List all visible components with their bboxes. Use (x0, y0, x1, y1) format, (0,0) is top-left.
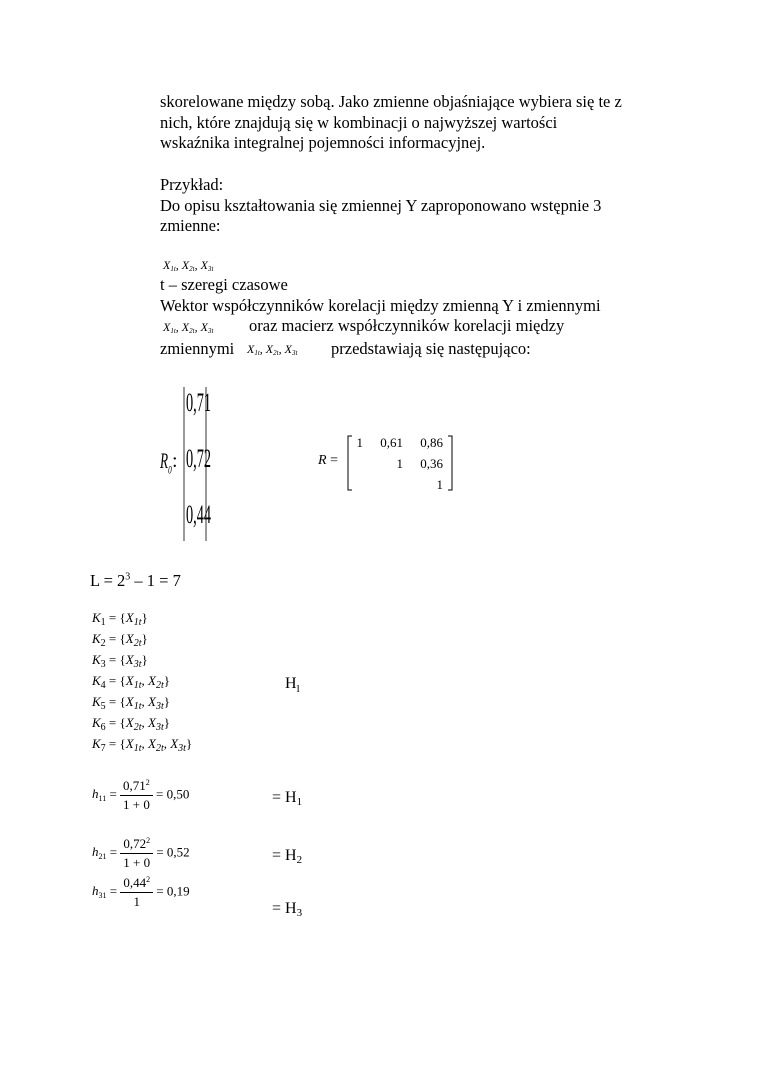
matrix-intro2: zmiennymi (160, 339, 235, 358)
r-matrix (344, 432, 448, 495)
combination: $K_2 = \{X_{2t}\}$ (92, 631, 148, 649)
h-calc: $h_{31}$ = $\frac{0,44^2}{1}$ = 0,19 (92, 875, 190, 909)
matrix-cell (368, 474, 408, 495)
intro-line: skorelowane między sobą. Jako zmienne objaśniające wybiera się te z (160, 92, 622, 111)
matrix-row (344, 432, 448, 453)
matrix-cell: 0,36 (420, 455, 443, 471)
example-heading: Przykład: (160, 175, 224, 194)
matrix-cell: 1 (436, 476, 443, 492)
matrix-row (344, 474, 448, 495)
side-h-label: $H_l$ (285, 675, 300, 696)
matrix-row (344, 453, 448, 474)
l-formula: $L = 2^3 - 1 = 7$ (90, 571, 181, 590)
matrix-outro: przedstawiają się następująco: (331, 339, 531, 358)
h-calc: $h_{11}$ = $\frac{0,71^2}{1 + 0}$ = 0,50 (92, 778, 190, 812)
matrix-cell: 0,86 (420, 434, 443, 450)
matrix-cell: 0,61 (380, 434, 403, 450)
combination: $K_3 = \{X_{3t}\}$ (92, 652, 148, 670)
h-equals: = $H_1$ (272, 789, 303, 808)
intro-line: wskaźnika integralnej pojemności informacyjnej. (160, 133, 486, 152)
r0-value: 0,44 (186, 500, 212, 529)
variable-list: $X_{1t}$, $X_{2t}$, $X_{3t}$ (163, 258, 214, 273)
intro-line: nich, które znajdują się w kombinacji o najwyższej wartości (160, 112, 558, 132)
combination: $K_6 = \{X_{2t}$, $X_{3t}$} (92, 715, 170, 733)
combination: $K_5 = \{X_{1t}$, $X_{3t}$} (92, 694, 170, 712)
matrix-cell (344, 453, 368, 474)
intro-paragraph (160, 92, 680, 154)
h-equals: = $H_2$ (272, 847, 303, 866)
matrix-cell: 1 (396, 455, 403, 471)
matrix-cell (344, 474, 368, 495)
r0-label: $R_0$ (160, 448, 172, 477)
vector-line: Wektor współczynników korelacji między zmienną Y i zmiennymi (160, 295, 601, 315)
variable-list: $X_{1t}$, $X_{2t}$, $X_{3t}$ (163, 320, 214, 335)
combination: $K_7 = \{X_{1t}$, $X_{2t}$, $X_{3t}$} (92, 736, 193, 754)
matrix-intro: oraz macierz współczynników korelacji między (249, 316, 565, 335)
example-line: zmienne: (160, 216, 221, 235)
example-line: Do opisu kształtowania się zmiennej Y zaproponowano wstępnie 3 (160, 195, 602, 215)
r-matrix-label: R = (318, 453, 338, 468)
r0-value: 0,72 (186, 444, 212, 473)
series-note: t – szeregi czasowe (160, 275, 288, 294)
notes-block (160, 275, 680, 316)
example-block (160, 175, 680, 237)
variable-list: $X_{1t}$, $X_{2t}$, $X_{3t}$ (247, 342, 298, 357)
r0-value: 0,71 (186, 388, 212, 417)
h-calc: $h_{21}$ = $\frac{0,72^2}{1 + 0}$ = 0,52 (92, 836, 190, 870)
combination: $K_4 = \{X_{1t}$, $X_{2t}$} (92, 673, 170, 691)
r0-colon: : (172, 450, 178, 472)
combination: $K_1 = \{X_{1t}\}$ (92, 610, 148, 628)
h-equals: = $H_3$ (272, 900, 303, 919)
matrix-cell: 1 (356, 434, 363, 450)
